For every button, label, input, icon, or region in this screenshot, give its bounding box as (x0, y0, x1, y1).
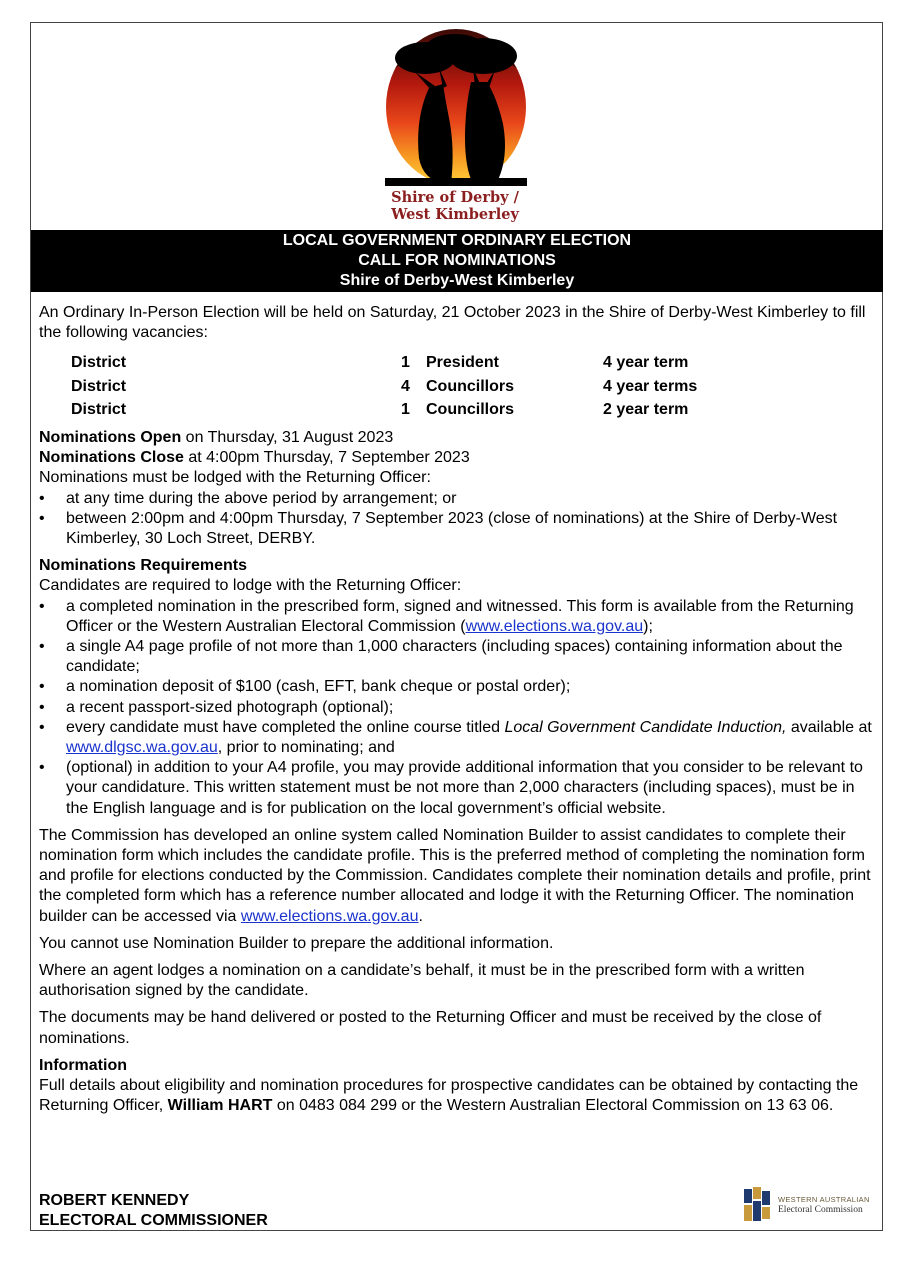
dlgsc-link[interactable]: www.dlgsc.wa.gov.au (66, 738, 218, 756)
list-item (39, 597, 879, 637)
agent-paragraph: Where an agent lodges a nomination on a candidate’s behalf, it must be in the prescribed form with a written authorisation signed by the candidate. (39, 961, 805, 1000)
course-title: Local Government Candidate Induction, (504, 718, 787, 736)
vacancy-row (39, 351, 879, 375)
waec-logo (744, 1187, 870, 1223)
requirement-text: every candidate must have completed the online course titled (66, 718, 505, 736)
nominations-close-date: at 4:00pm Thursday, 7 September 2023 (183, 449, 470, 467)
vacancy-term: 4 year terms (603, 377, 698, 395)
vacancy-term: 4 year term (603, 354, 689, 372)
nominations-close-label: Nominations Close (39, 449, 184, 467)
list-item (39, 718, 879, 758)
information-paragraph (39, 1076, 879, 1116)
nominations-open-label: Nominations Open (39, 428, 182, 446)
commissioner-title: ELECTORAL COMMISSIONER (39, 1212, 268, 1229)
vacancy-row (39, 375, 879, 399)
requirements-bullets (39, 597, 879, 819)
vacancy-count: 1 (401, 401, 410, 419)
nominations-open-date: on Thursday, 31 August 2023 (181, 428, 394, 446)
builder-text: The Commission has developed an online system called Nomination Builder to assist candidates to complete their nomination form which includes the candidate profile. This is the preferred method of completing the nomination form and profile for elections conducted by the Commission. Candidates complete their nomination details and profile, print the completed form which has a reference number allocated and lodge it with the Returning Officer. The nomination builder can be accessed via (39, 826, 871, 925)
no-builder-paragraph: You cannot use Nomination Builder to prepare the additional information. (39, 934, 554, 952)
returning-officer-name: William HART (167, 1097, 273, 1115)
builder-link[interactable]: www.elections.wa.gov.au (240, 907, 419, 925)
vacancy-count: 4 (401, 377, 410, 395)
documents-paragraph: The documents may be hand delivered or posted to the Returning Officer and must be received by the close of nominations. (39, 1009, 822, 1047)
waec-emblem-icon (744, 1187, 770, 1223)
information-text: Full details about eligibility and nomination procedures for prospective candidates can be obtained by contacting the Returning Officer, (39, 1077, 859, 1115)
waec-line2: Electoral Commission (778, 1205, 863, 1215)
vacancy-role: President (426, 354, 499, 372)
title-line2: CALL FOR NOMINATIONS (358, 252, 556, 269)
vacancy-term: 2 year term (603, 401, 689, 419)
requirements-intro: Candidates are required to lodge with the Returning Officer: (39, 577, 462, 595)
elections-link[interactable]: www.elections.wa.gov.au (465, 617, 644, 635)
title-line1: LOCAL GOVERNMENT ORDINARY ELECTION (282, 232, 632, 249)
waec-line1: WESTERN AUSTRALIAN (778, 1195, 870, 1204)
lodge-bullets (39, 489, 879, 550)
notice-body (39, 303, 879, 1116)
requirement-text: a completed nomination in the prescribed form, signed and witnessed. This form is available from the Returning Officer or the Western Australian Electoral Commission ( (66, 597, 854, 635)
lodge-instructions: Nominations must be lodged with the Returning Officer: (39, 469, 431, 487)
requirement-text: available at (786, 718, 872, 736)
list-item: • at any time during the above period by arrangement; or (39, 489, 879, 509)
nominations-close (39, 448, 879, 468)
vacancy-table (39, 351, 879, 422)
shire-name-line2: West Kimberley (391, 206, 519, 223)
vacancy-role: Councillors (426, 377, 515, 395)
requirement-text: ); (643, 617, 653, 635)
nominations-open (39, 428, 879, 448)
commissioner-name: ROBERT KENNEDY (39, 1192, 190, 1209)
shire-name-line1: Shire of Derby / (391, 189, 519, 206)
vacancy-row (39, 398, 879, 422)
list-item: • a nomination deposit of $100 (cash, EFT, bank cheque or postal order); (39, 677, 879, 697)
title-line3: Shire of Derby-West Kimberley (339, 272, 575, 289)
list-item: • between 2:00pm and 4:00pm Thursday, 7 September 2023 (close of nominations) at the Shire of Derby-West Kimberley, 30 Loch Street, DERBY. (39, 509, 879, 549)
requirement-text: , prior to nominating; and (217, 738, 395, 756)
information-text: on 0483 084 299 or the Western Australian Electoral Commission on 13 63 06. (272, 1097, 834, 1115)
vacancy-role: Councillors (426, 401, 515, 419)
vacancy-area: District (71, 354, 127, 372)
waec-wordmark (778, 1194, 870, 1216)
signature-block (39, 1191, 268, 1231)
shire-logo-boab-tree (385, 28, 527, 186)
vacancy-area: District (71, 377, 127, 395)
intro-paragraph: An Ordinary In-Person Election will be held on Saturday, 21 October 2023 in the Shire of Derby-West Kimberley to fill the following vacancies: (39, 304, 866, 342)
vacancy-area: District (71, 401, 127, 419)
vacancy-count: 1 (401, 354, 410, 372)
builder-text-end: . (418, 907, 423, 925)
title-banner (31, 230, 883, 292)
list-item: • (optional) in addition to your A4 profile, you may provide additional information that you consider to be relevant to your candidature. This written statement must be not more than 2,000 characters (including spaces), must be in the English language and is for publication on the local government’s official website. (39, 758, 879, 819)
information-heading: Information (39, 1056, 127, 1074)
list-item: • a single A4 page profile of not more than 1,000 characters (including spaces) containing information about the candidate; (39, 637, 879, 677)
requirements-heading: Nominations Requirements (39, 557, 248, 575)
builder-paragraph (39, 826, 879, 927)
shire-name-wordmark (380, 189, 530, 223)
list-item: • a recent passport-sized photograph (optional); (39, 698, 879, 718)
